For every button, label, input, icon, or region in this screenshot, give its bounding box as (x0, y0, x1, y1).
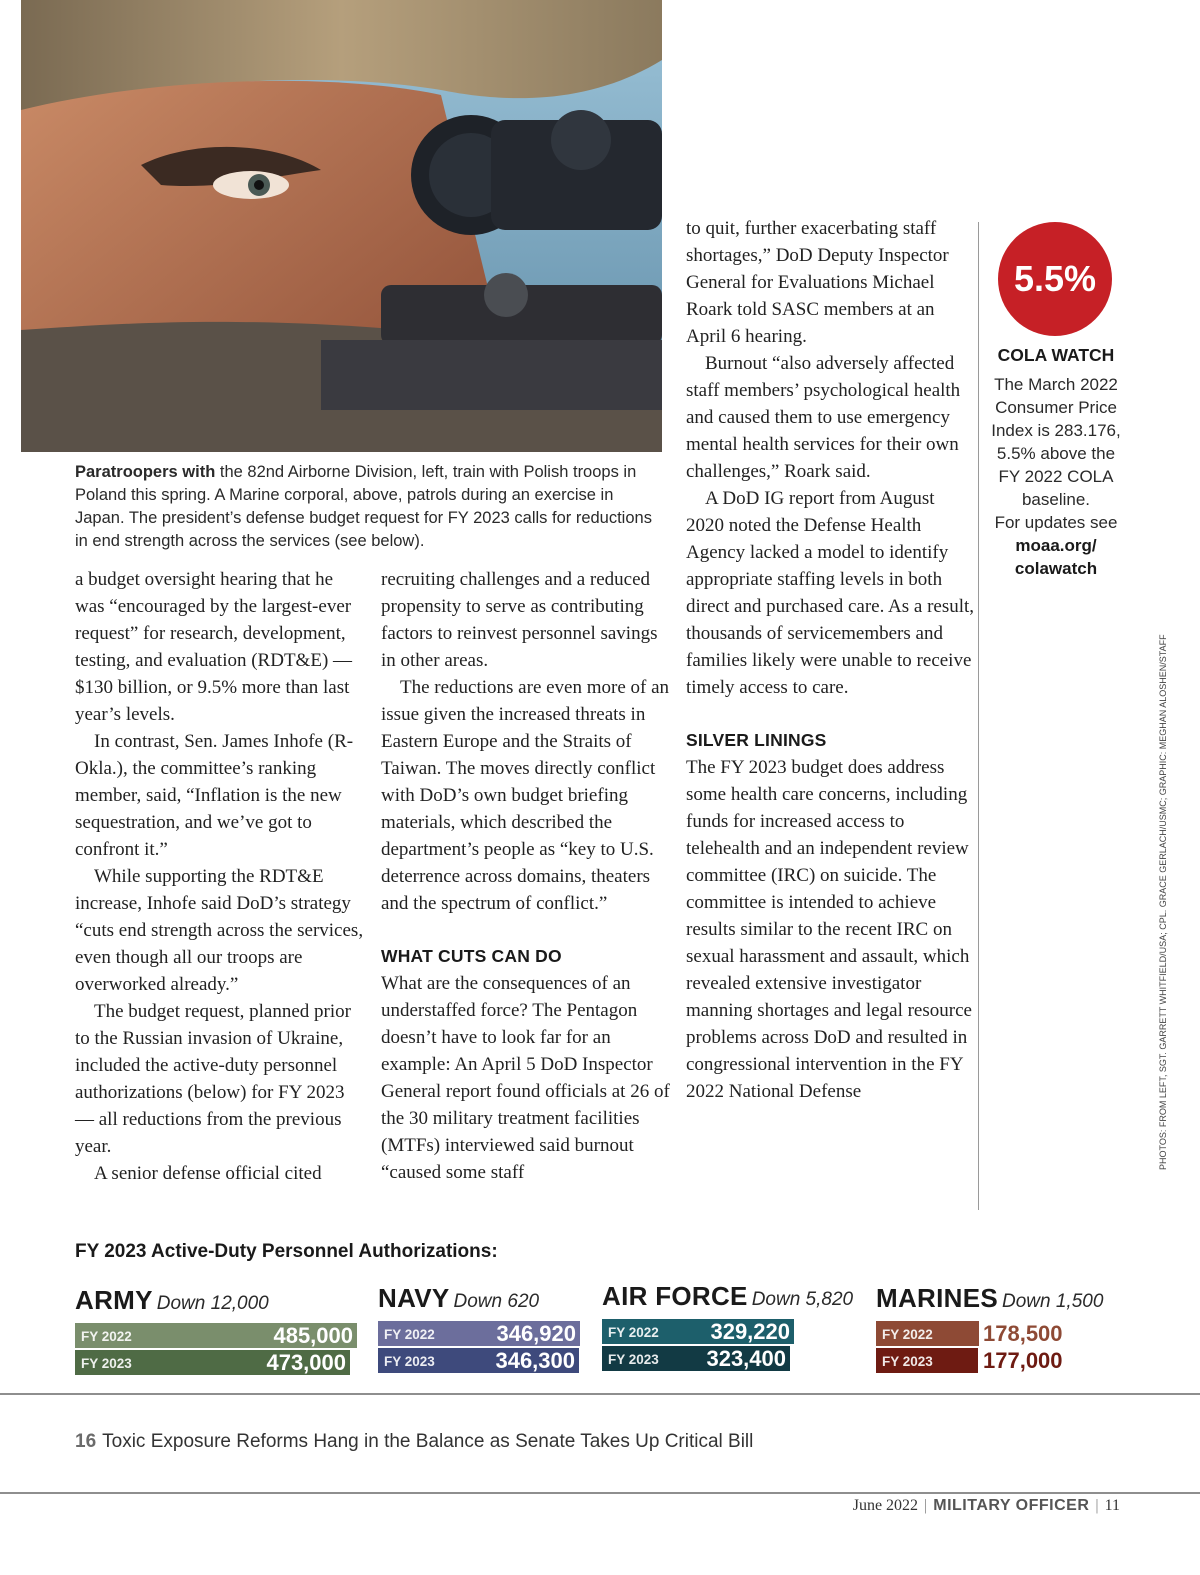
paragraph: a budget oversight hearing that he was “encouraged by the largest-ever request” for research, development, testing, and evaluation (RDT&E) — $130 billion, or 9.5% more than last year’s levels. (75, 569, 353, 725)
photo-credit-text: PHOTOS: FROM LEFT, SGT. GARRETT WHITFIELD/USA; CPL. GRACE GERLACH/USMC; GRAPHIC: MEGHAN ALOSHEN/STAFF (1158, 634, 1168, 1170)
teaser-page: 16 (75, 1431, 97, 1452)
navy-fy2023-bar (378, 1348, 579, 1373)
service-name: AIR FORCE (602, 1281, 748, 1311)
folio-publication: MILITARY OFFICER (933, 1497, 1090, 1514)
marines-fy2023-bar (876, 1348, 978, 1373)
service-name: NAVY (378, 1283, 450, 1313)
article-column-3 (686, 215, 976, 1105)
value: 473,000 (266, 1350, 346, 1375)
air-force-fy2023-bar (602, 1346, 790, 1371)
folio-page: 11 (1104, 1497, 1120, 1514)
service-army (75, 1285, 269, 1316)
service-name: MARINES (876, 1283, 998, 1313)
army-fy2022-bar (75, 1323, 357, 1348)
marines-fy2022-bar (876, 1321, 979, 1346)
year-label: FY 2022 (882, 1327, 933, 1342)
photo-credit (1158, 634, 1172, 1170)
folio-separator: | (924, 1497, 928, 1514)
year-label: FY 2023 (608, 1352, 659, 1367)
marines-fy2022-value: 178,500 (983, 1321, 1063, 1346)
paragraph: While supporting the RDT&E increase, Inhofe said DoD’s strategy “cuts end strength across the services, even though all our troops are overworked already.” (75, 866, 364, 995)
cola-updates: For updates see (994, 513, 1118, 532)
service-down: Down 5,820 (751, 1289, 854, 1310)
authorizations-title: FY 2023 Active-Duty Personnel Authorizations: (75, 1241, 498, 1262)
paragraph: In contrast, Sen. James Inhofe (R-Okla.), the committee’s ranking member, said, “Inflation is the new sequestration, and we’ve got to confront it.” (75, 731, 354, 860)
cola-title: COLA WATCH (997, 345, 1115, 365)
photo-caption (75, 461, 665, 553)
divider-rule (0, 1393, 1200, 1395)
section-heading: WHAT CUTS CAN DO (381, 946, 562, 966)
section-heading: SILVER LININGS (686, 730, 827, 750)
service-marines (876, 1283, 1103, 1314)
folio-separator: | (1095, 1497, 1099, 1514)
service-down: Down 12,000 (156, 1293, 269, 1314)
caption-lead: Paratroopers with (75, 463, 216, 481)
value: 323,400 (706, 1346, 786, 1371)
service-name: ARMY (75, 1285, 153, 1315)
value: 346,300 (495, 1348, 575, 1373)
paragraph: Burnout “also adversely affected staff members’ psychological health and caused them to use emergency mental health services for their own challenges,” Roark said. (686, 353, 961, 482)
year-label: FY 2023 (882, 1354, 933, 1369)
paratrooper-image (21, 0, 662, 452)
air-force-fy2022-bar (602, 1319, 794, 1344)
service-air-force (602, 1281, 853, 1312)
navy-fy2022-bar (378, 1321, 580, 1346)
year-label: FY 2023 (81, 1356, 132, 1371)
paragraph: The FY 2023 budget does address some health care concerns, including funds for increased access to telehealth and an independent review committee (IRC) on suicide. The committee is intended to achieve results similar to the recent IRC on sexual harassment and assault, which revealed extensive investigator manning shortages and legal resource problems across DoD and resulted in congressional intervention in the FY 2022 National Defense (686, 757, 972, 1102)
paragraph: What are the consequences of an understaffed force? The Pentagon doesn’t have to look far for an example: An April 5 DoD Inspector General report found officials at 26 of the 30 military treatment facilities (MTFs) interviewed said burnout “caused some staff (381, 973, 670, 1183)
cola-text: The March 2022 Consumer Price Index is 283.176, 5.5% above the FY 2022 COLA baseline. (991, 375, 1121, 509)
column-divider (978, 222, 979, 1210)
paragraph: recruiting challenges and a reduced propensity to serve as contributing factors to reinvest personnel savings in other areas. (381, 569, 658, 671)
year-label: FY 2022 (608, 1325, 659, 1340)
paragraph: A senior defense official cited (94, 1163, 322, 1184)
divider-rule (0, 1492, 1200, 1494)
hero-photo (21, 0, 662, 452)
year-label: FY 2023 (384, 1354, 435, 1369)
cola-link[interactable]: moaa.org/ colawatch (1014, 536, 1098, 578)
paragraph: The reductions are even more of an issue given the increased threats in Eastern Europe and the Straits of Taiwan. The moves directly conflict with DoD’s own budget briefing materials, which described the department’s people as “key to U.S. deterrence across domains, theaters and the spectrum of conflict.” (381, 677, 670, 914)
value: 346,920 (496, 1321, 576, 1346)
paragraph: to quit, further exacerbating staff shortages,” DoD Deputy Inspector General for Evaluations Michael Roark told SASC members at an April 6 hearing. (686, 218, 949, 347)
year-label: FY 2022 (81, 1329, 132, 1344)
service-down: Down 620 (453, 1291, 540, 1312)
paragraph: A DoD IG report from August 2020 noted the Defense Health Agency lacked a model to identify appropriate staffing levels in both direct and purchased care. As a result, thousands of servicemembers and families likely were unable to receive timely access to care. (686, 488, 975, 698)
cola-badge: 5.5% (998, 222, 1112, 336)
teaser[interactable] (75, 1431, 753, 1453)
service-down: Down 1,500 (1002, 1291, 1104, 1312)
caption-text: the 82nd Airborne Division, left, train with Polish troops in Poland this spring. A Marine corporal, above, patrols during an exercise in Japan. The president’s defense budget request for FY 2023 calls for reductions in end strength across the services (see below). (75, 463, 652, 550)
cola-sidebar (985, 344, 1127, 580)
article-column-2 (381, 566, 673, 1186)
army-fy2023-bar (75, 1350, 350, 1375)
year-label: FY 2022 (384, 1327, 435, 1342)
folio-date: June 2022 (852, 1497, 919, 1514)
folio (853, 1497, 1120, 1515)
paragraph: The budget request, planned prior to the Russian invasion of Ukraine, included the active-duty personnel authorizations (below) for FY 2023 — all reductions from the previous year. (75, 1001, 351, 1157)
value: 329,220 (710, 1319, 790, 1344)
article-column-1 (75, 566, 365, 1187)
value: 485,000 (273, 1323, 353, 1348)
service-navy (378, 1283, 539, 1314)
marines-fy2023-value: 177,000 (983, 1348, 1063, 1373)
teaser-text: Toxic Exposure Reforms Hang in the Balance as Senate Takes Up Critical Bill (102, 1431, 754, 1452)
